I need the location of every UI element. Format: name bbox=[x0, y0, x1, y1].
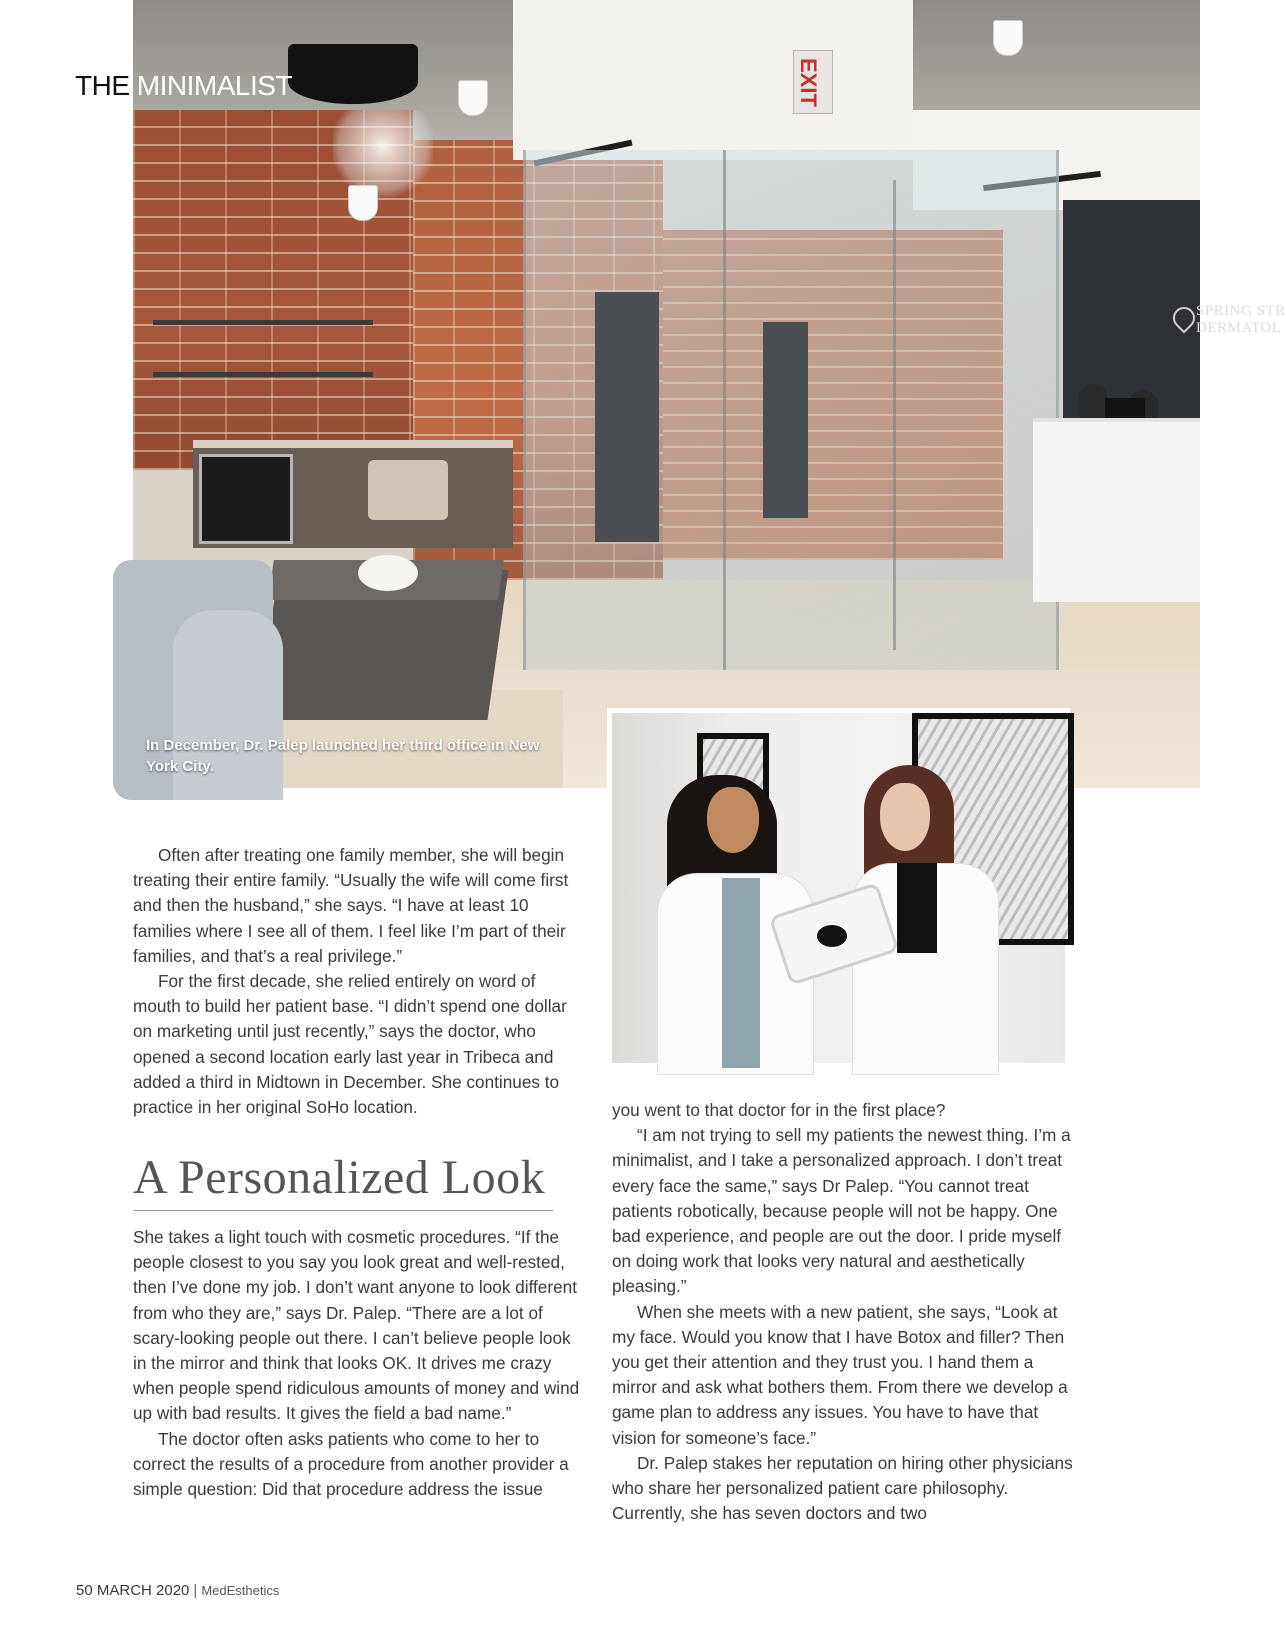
wine-fridge bbox=[199, 454, 293, 544]
article-subhead: A Personalized Look bbox=[133, 1148, 553, 1211]
exit-sign-text: EXIT bbox=[796, 58, 821, 107]
tablet-strap bbox=[817, 925, 847, 947]
paragraph: “I am not trying to sell my patients the newest thing. I’m a minimalist, and I take a personalized approach. I don’t treat every face the same,” says Dr Palep. “You cannot treat patients robotically, because people will not be happy. One bad experience, and people are out the door. I pride myself on doing work that looks very natural and aesthetically pleasing.” bbox=[612, 1125, 1071, 1297]
hero-photo bbox=[133, 0, 1286, 788]
issue-date: MARCH 2020 bbox=[96, 1582, 190, 1599]
spotlight bbox=[458, 80, 488, 116]
signage-line-1: SPRING STR bbox=[1196, 303, 1286, 319]
paragraph: Often after treating one family member, she will begin treating their entire family. “Usually the wife will come first and then the husband,” she says. “I have at least 10 families where I see all of them. I feel like I’m part of their families, and that’s a real privilege.” bbox=[133, 845, 569, 966]
black-shirt bbox=[897, 863, 937, 953]
paragraph: Dr. Palep stakes her reputation on hiring other physicians who share her personalized patient care philosophy. Currently, she has seven doctors and two bbox=[612, 1452, 1073, 1524]
reception-desk bbox=[1033, 418, 1200, 602]
pendant-lamp bbox=[288, 44, 418, 104]
article-column-left-top bbox=[133, 843, 585, 1120]
article-column-right bbox=[612, 1098, 1074, 1526]
soffit bbox=[513, 0, 913, 160]
section-title-word-1: THE bbox=[75, 70, 130, 101]
paragraph: you went to that doctor for in the first place? bbox=[612, 1100, 946, 1120]
paragraph: When she meets with a new patient, she says, “Look at my face. Would you know that I have Botox and filler? Then you get their attention and they trust you. I hand them a mirror and ask what bothers them. From there we develop a game plan to address any issues. You have to have that vision for someone’s face.” bbox=[612, 1301, 1068, 1448]
glass-seam bbox=[893, 180, 896, 650]
page-number: 50 bbox=[76, 1582, 93, 1599]
doctors-photo bbox=[612, 713, 1065, 1063]
doctor-face bbox=[880, 783, 930, 851]
flower-arrangement bbox=[358, 555, 418, 591]
doctor-face bbox=[707, 787, 759, 853]
publication-name: MedEsthetics bbox=[201, 1583, 280, 1598]
armchair bbox=[368, 460, 448, 520]
footer-separator: | bbox=[193, 1582, 198, 1599]
paragraph: She takes a light touch with cosmetic procedures. “If the people closest to you say you look great and well-rested, then I’ve done my job. I don’t want anyone to look different from who they are,” says Dr. Palep. “There are a lot of scary-looking people out there. I can’t believe people look in the mirror and think that looks OK. It drives me crazy when people spend ridiculous amounts of money and wind up with bad results. It gives the field a bad name.” bbox=[133, 1227, 580, 1424]
photo-caption: In December, Dr. Palep launched her third office in New York City. bbox=[146, 737, 540, 775]
spotlight bbox=[348, 185, 378, 221]
interior-door bbox=[763, 322, 808, 518]
receptionist bbox=[1078, 384, 1108, 418]
dress bbox=[722, 878, 760, 1068]
reception-signage bbox=[1196, 303, 1286, 337]
paragraph: For the first decade, she relied entirely on word of mouth to build her patient base. “I didn’t spend one dollar on marketing until just recently,” says the doctor, who opened a second location early last year in Tribeca and added a third in Midtown in December. She continues to practice in her original SoHo location. bbox=[133, 971, 567, 1118]
section-title bbox=[75, 70, 292, 102]
spotlight bbox=[993, 20, 1023, 56]
paragraph: The doctor often asks patients who come to her to correct the results of a procedure from another provider a simple question: Did that procedure address the issue bbox=[133, 1428, 569, 1500]
article-column-left-bottom bbox=[133, 1225, 585, 1502]
monitor bbox=[1105, 398, 1145, 420]
page-footer bbox=[76, 1582, 279, 1599]
section-title-word-2: MINIMALIST bbox=[136, 70, 293, 101]
wall-shelf bbox=[153, 372, 373, 377]
glass-seam bbox=[723, 150, 726, 670]
wall-shelf bbox=[153, 320, 373, 325]
interior-door bbox=[595, 292, 659, 542]
signage-line-2: DERMATOL bbox=[1196, 320, 1282, 336]
